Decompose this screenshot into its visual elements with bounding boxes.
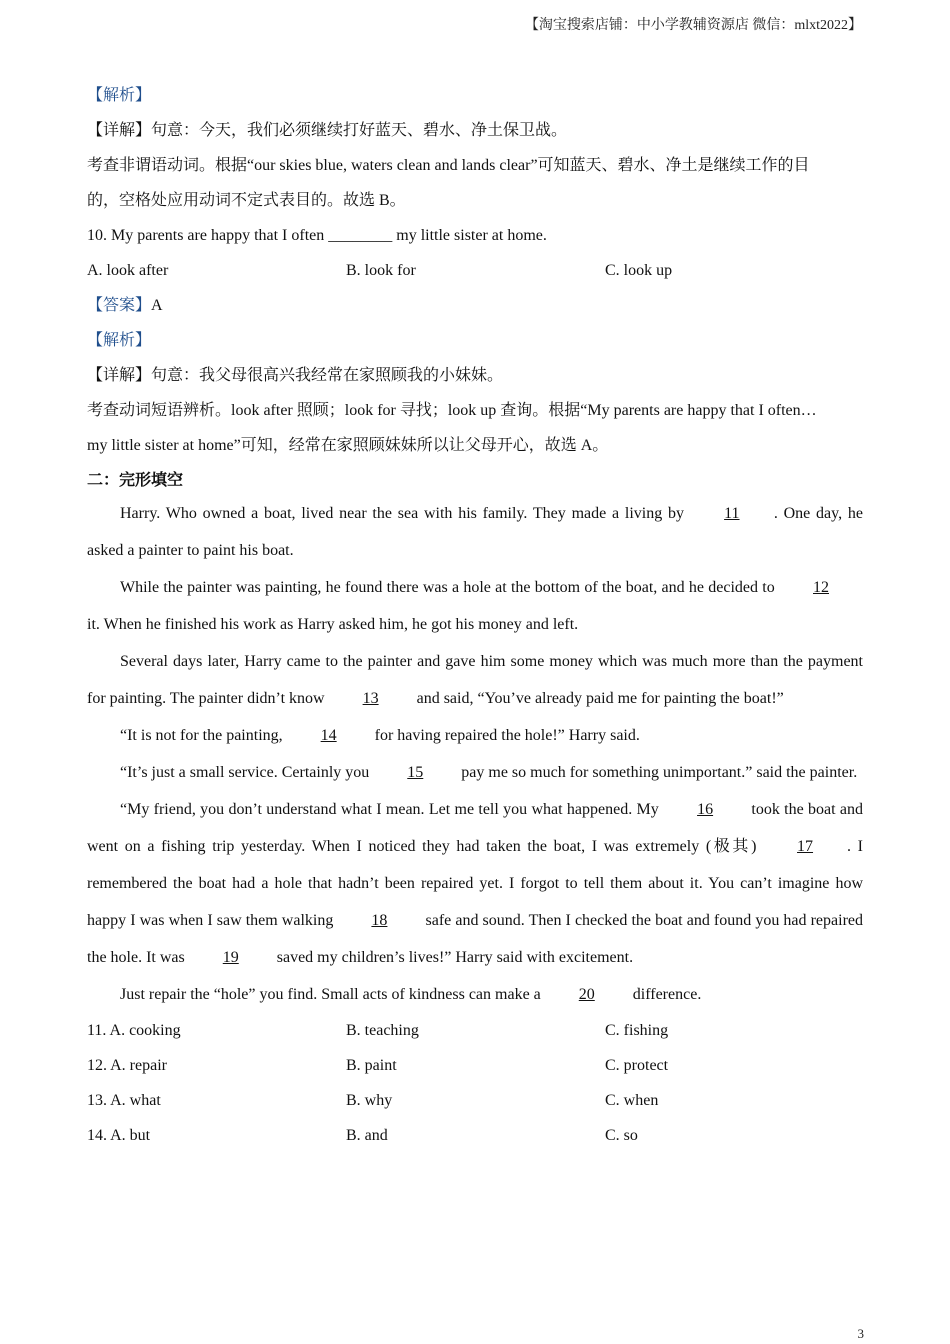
choice-row-14 <box>87 1118 863 1153</box>
choice-13-b: B. why <box>346 1092 393 1109</box>
passage-paragraph-4 <box>87 717 863 754</box>
document-body <box>87 78 863 1153</box>
q10-detail-tag: 【详解】 <box>87 367 152 384</box>
blank-16: 16 <box>697 801 714 818</box>
q10-analysis-tag: 【解析】 <box>87 332 152 349</box>
passage-text: it. When he finished his work as Harry asked him, he got his money and left. <box>87 616 579 633</box>
passage-text: . One day, he asked a painter to paint his boat. <box>87 505 863 559</box>
q10-detail-text: 句意：我父母很高兴我经常在家照顾我的小妹妹。 <box>151 367 504 384</box>
q10-detail <box>87 358 863 393</box>
passage-text: for having repaired the hole!” Harry said. <box>370 727 640 744</box>
choice-row-11 <box>87 1013 863 1048</box>
q10-answer <box>87 288 863 323</box>
choice-14-a: 14. A. but <box>87 1127 151 1144</box>
choice-13-a: 13. A. what <box>87 1092 161 1109</box>
passage-paragraph-1 <box>87 495 863 569</box>
q9-explain-line1: 考查非谓语动词。根据“our skies blue, waters clean and lands clear”可知蓝天、碧水、净土是继续工作的目 <box>87 157 810 174</box>
passage-text: Several days later, Harry came to the painter and gave him some money which was much more than the payment for painting. The painter didn’t know <box>87 653 863 707</box>
passage-text: . I remembered the boat had a hole that hadn’t been repaired yet. I forgot to tell them about it. You can’t imagine how happy I was when I saw them walking <box>87 838 863 929</box>
passage-text: pay me so much for something unimportant.” said the painter. <box>457 764 858 781</box>
blank-19: 19 <box>222 949 239 966</box>
passage-paragraph-7 <box>87 976 863 1013</box>
q10-options <box>87 253 863 288</box>
passage-text: Just repair the “hole” you find. Small acts of kindness can make a <box>120 986 545 1003</box>
blank-12: 12 <box>813 579 829 596</box>
passage-paragraph-3 <box>87 643 863 717</box>
blank-11: 11 <box>724 505 740 522</box>
blank-13: 13 <box>362 690 379 707</box>
blank-20: 20 <box>578 986 595 1003</box>
q9-detail <box>87 113 863 148</box>
choice-14-b: B. and <box>346 1127 388 1144</box>
passage-text: Harry. Who owned a boat, lived near the sea with his family. They made a living by <box>120 505 690 522</box>
choice-14-c: C. so <box>605 1127 638 1144</box>
passage-paragraph-2 <box>87 569 863 643</box>
q10-explain-line1: 考查动词短语辨析。look after 照顾；look for 寻找；look up 查询。根据“My parents are happy that I often… <box>87 402 817 419</box>
choice-11-a: 11. A. cooking <box>87 1022 181 1039</box>
choice-11-c: C. fishing <box>605 1022 669 1039</box>
choice-11-b: B. teaching <box>346 1022 419 1039</box>
blank-15: 15 <box>407 764 424 781</box>
choice-row-12 <box>87 1048 863 1083</box>
passage-text: “My friend, you don’t understand what I mean. Let me tell you what happened. My <box>120 801 664 818</box>
q9-analysis-tag: 【解析】 <box>87 87 152 104</box>
choice-row-13 <box>87 1083 863 1118</box>
q9-detail-tag: 【详解】 <box>87 122 152 139</box>
q10-question: 10. My parents are happy that I often ________ my little sister at home. <box>87 227 547 244</box>
passage-text: “It’s just a small service. Certainly you <box>120 764 374 781</box>
blank-18: 18 <box>371 912 388 929</box>
passage-paragraph-5 <box>87 754 863 791</box>
choice-12-b: B. paint <box>346 1057 397 1074</box>
choice-12-c: C. protect <box>605 1057 669 1074</box>
passage-paragraph-6 <box>87 791 863 976</box>
passage-text: difference. <box>628 986 702 1003</box>
q9-detail-text: 句意：今天，我们必须继续打好蓝天、碧水、净土保卫战。 <box>151 122 568 139</box>
blank-17: 17 <box>797 838 814 855</box>
passage-text: “It is not for the painting, <box>120 727 287 744</box>
passage-text: took the boat and went on a fishing trip yesterday. When I noticed they had taken the boat, I was extremely (极其) <box>87 801 864 855</box>
q10-option-b: B. look for <box>346 262 416 279</box>
q10-option-c: C. look up <box>605 262 673 279</box>
q9-explain-line2: 的，空格处应用动词不定式表目的。故选 B。 <box>87 192 406 209</box>
q10-answer-tag: 【答案】 <box>87 297 152 314</box>
q10-explain-line2: my little sister at home”可知，经常在家照顾妹妹所以让父母开心，故选 A。 <box>87 437 609 454</box>
q10-answer-value: A <box>151 297 163 314</box>
passage-text: and said, “You’ve already paid me for painting the boat!” <box>412 690 784 707</box>
page-header: 【淘宝搜索店铺：中小学教辅资源店 微信：mlxt2022】 <box>524 18 862 33</box>
passage-text: While the painter was painting, he found there was a hole at the bottom of the boat, and he decided to <box>120 579 779 596</box>
section-title: 二：完形填空 <box>87 470 184 489</box>
choice-13-c: C. when <box>605 1092 659 1109</box>
page-number: 3 <box>857 1326 864 1341</box>
passage-text: safe and sound. Then I checked the boat and found you had repaired the hole. It was <box>87 912 864 966</box>
passage-text: saved my children’s lives!” Harry said with excitement. <box>272 949 634 966</box>
q10-option-a: A. look after <box>87 262 169 279</box>
choice-12-a: 12. A. repair <box>87 1057 167 1074</box>
blank-14: 14 <box>320 727 337 744</box>
